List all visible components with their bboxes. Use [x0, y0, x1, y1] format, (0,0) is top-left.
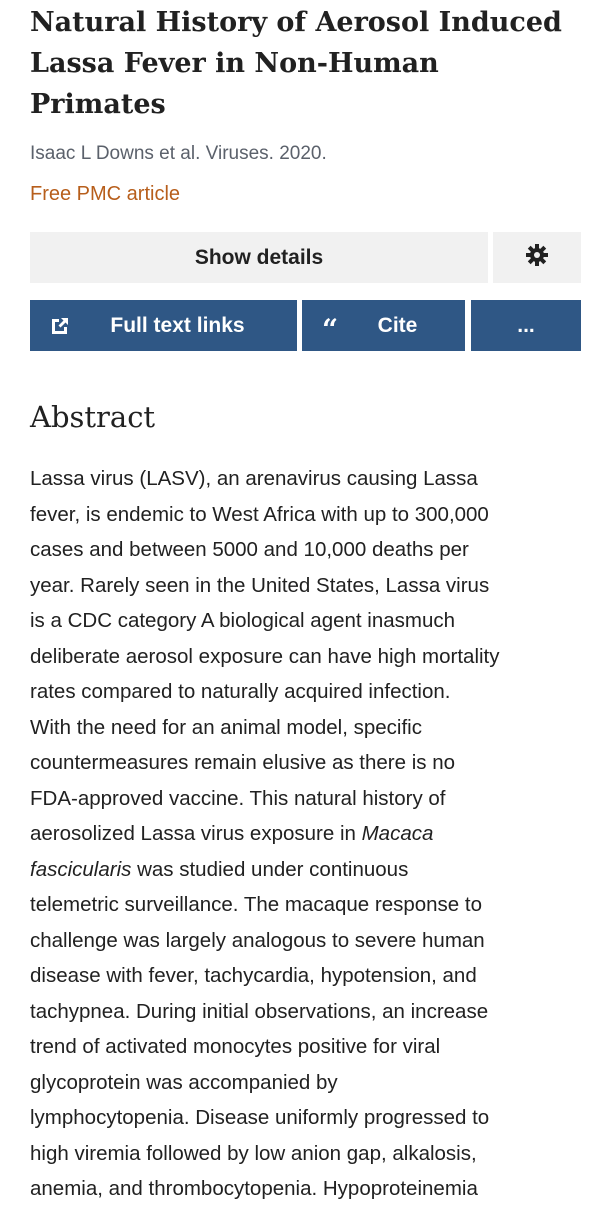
abstract-line: Lassa virus (LASV), an arenavirus causing Lassa: [30, 467, 478, 490]
abstract-heading: Abstract: [30, 400, 156, 434]
species-name: Macaca: [361, 822, 434, 845]
cite-button[interactable]: [302, 300, 465, 351]
abstract-line: With the need for an animal model, specific: [30, 715, 422, 739]
full-text-links-button[interactable]: [30, 300, 297, 351]
more-actions-button[interactable]: [471, 300, 581, 351]
cite-label: Cite: [377, 313, 418, 337]
abstract-line: year. Rarely seen in the United States, Lassa virus: [30, 573, 490, 597]
show-details-label: Show details: [194, 245, 324, 269]
abstract-line: countermeasures remain elusive as there is no: [30, 751, 456, 774]
abstract-line: FDA-approved vaccine. This natural history of: [30, 786, 446, 810]
abstract-line: anemia, and thrombocytopenia. Hypoproteinemia: [30, 1177, 478, 1200]
full-text-links-label: Full text links: [110, 313, 245, 337]
abstract-line: deliberate aerosol exposure can have high mortality: [30, 644, 500, 668]
abstract-line: fever, is endemic to West Africa with up to 300,000: [30, 502, 489, 526]
quote-icon: “: [322, 313, 339, 346]
article-title: [30, 2, 600, 125]
abstract-line: trend of activated monocytes positive for viral: [30, 1035, 441, 1058]
external-link-icon: [50, 300, 70, 351]
abstract-line: is a CDC category A biological agent inasmuch: [30, 609, 456, 632]
abstract-line: high viremia followed by low anion gap, alkalosis,: [30, 1141, 477, 1165]
title-line: Natural History of Aerosol Induced: [30, 7, 562, 38]
abstract-line: [30, 852, 500, 888]
abstract-text: [30, 461, 500, 1207]
abstract-line: cases and between 5000 and 10,000 deaths per: [30, 538, 469, 561]
abstract-line: [30, 816, 500, 852]
abstract-line: challenge was largely analogous to severe human: [30, 928, 485, 952]
free-pmc-link[interactable]: Free PMC article: [30, 183, 181, 205]
title-line: Primates: [30, 89, 166, 120]
abstract-line: glycoprotein was accompanied by: [30, 1070, 338, 1094]
citation[interactable]: Isaac L Downs et al. Viruses. 2020.: [30, 143, 327, 164]
show-details-button[interactable]: [30, 232, 488, 283]
abstract-segment: was studied under continuous: [131, 857, 409, 881]
species-name: fascicularis: [30, 857, 132, 881]
abstract-line: rates compared to naturally acquired infection.: [30, 680, 451, 703]
abstract-line: telemetric surveillance. The macaque response to: [30, 893, 482, 916]
abstract-segment: aerosolized Lassa virus exposure in: [30, 822, 362, 845]
gear-icon: [525, 243, 549, 273]
title-line: Lassa Fever in Non-Human: [30, 48, 439, 79]
more-label: ...: [517, 313, 535, 337]
settings-button[interactable]: [493, 232, 581, 283]
abstract-line: tachypnea. During initial observations, an increase: [30, 999, 489, 1023]
abstract-line: disease with fever, tachycardia, hypotension, and: [30, 964, 477, 987]
abstract-line: lymphocytopenia. Disease uniformly progressed to: [30, 1106, 490, 1129]
